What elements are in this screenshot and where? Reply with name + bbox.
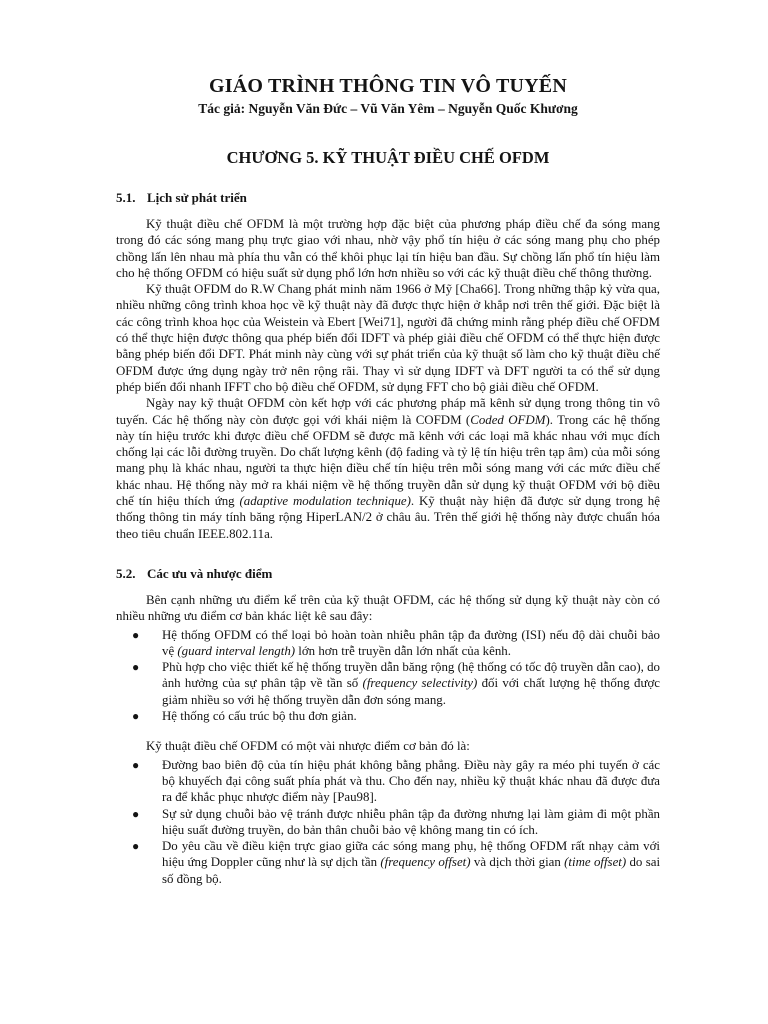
chapter-title: CHƯƠNG 5. KỸ THUẬT ĐIỀU CHẾ OFDM (226, 148, 550, 167)
paragraph: Kỹ thuật điều chế OFDM là một trường hợp đặc biệt của phương pháp điều chế đa sóng mang trong đó các sóng mang phụ trực giao với nhau, nhờ vậy phổ tín hiệu ở các sóng mang phụ cho phép chồng lấn lên nhau mà phía thu vẫn có thể khôi phục lại tín hiệu ban đầu. Sự chồng lấn phổ tín hiệu làm cho hệ thống OFDM có hiệu suất sử dụng phổ lớn hơn nhiều so với các kỹ thuật điều chế thông thường. (116, 217, 660, 280)
section-heading-history (116, 190, 660, 206)
bullet-icon: ● (132, 627, 140, 642)
list-item (132, 708, 660, 724)
italic-term: (frequency offset) (380, 855, 471, 870)
bullet-icon: ● (132, 757, 140, 772)
text-run: và dịch thời gian (470, 855, 565, 870)
list-item (132, 659, 660, 708)
book-authors: Tác giả: Nguyễn Văn Đức – Vũ Văn Yêm – Nguyễn Quốc Khương (198, 101, 578, 116)
book-title: GIÁO TRÌNH THÔNG TIN VÔ TUYẾN (209, 75, 567, 97)
text-run: lớn hơn trễ truyền dẫn lớn nhất của kênh. (295, 643, 511, 658)
list-item (132, 806, 660, 839)
text-run: Do yêu cầu về điều kiện trực giao giữa các sóng mang phụ, hệ thống OFDM rất nhạy cảm với hiệu ứng Doppler cũng như là sự dịch tần (162, 839, 660, 870)
advantages-list (116, 627, 660, 725)
paragraph (116, 395, 660, 542)
section-number: 5.1. (116, 190, 136, 205)
bullet-icon: ● (132, 709, 140, 724)
paragraph: Kỹ thuật OFDM do R.W Chang phát minh năm 1966 ở Mỹ [Cha66]. Trong những thập kỷ vừa qua, nhiều những công trình khoa học về kỹ thuật này đã được thực hiện ở khắp nơi trên thế giới. Đặc biệt là các công trình khoa học của Weistein và Ebert [Wei71], người đã chứng minh rằng phép điều chế OFDM có thể thực hiện được thông qua phép biến đổi IDFT và phép giải điều chế OFDM có thể thực hiện được bằng phép biến đổi DFT. Phát minh này cùng với sự phát triển của kỹ thuật số làm cho kỹ thuật điều chế OFDM được ứng dụng ngày trở nên rộng rãi. Thay vì sử dụng IDFT và DFT người ta có thể sử dụng phép biến đổi nhanh IFFT cho bộ điều chế OFDM, sử dụng FFT cho bộ giải điều chế OFDM. (116, 282, 660, 394)
italic-term: Coded OFDM (470, 412, 546, 427)
text-run: Hệ thống có cấu trúc bộ thu đơn giản. (162, 709, 357, 724)
list-item (132, 627, 660, 660)
text-run: Phù hợp cho việc thiết kế hệ thống truyền dẫn băng rộng (hệ thống có tốc độ truyền dẫn cao), do ảnh hưởng của sự phân tập về tần số (162, 660, 660, 691)
text-run: đối với chất lượng hệ thống được giảm nhiều so với hệ thống truyền dẫn đơn sóng mang. (162, 676, 660, 707)
text-run: Đường bao biên độ của tín hiệu phát không bằng phẳng. Điều này gây ra méo phi tuyến ở các bộ khuyếch đại công suất phía phát và thu. Cho đến nay, nhiều kỹ thuật khác nhau đã được đưa ra để khắc phục nhược điểm này [Pau98]. (162, 757, 660, 805)
paragraph: Bên cạnh những ưu điểm kể trên của kỹ thuật OFDM, các hệ thống sử dụng kỹ thuật này còn có nhiều những ưu điểm cơ bản khác liệt kê sau đây: (116, 592, 660, 624)
text-run: Ngày nay kỹ thuật OFDM còn kết hợp với các phương pháp mã kênh sử dụng trong thông tin vô tuyến. Các hệ thống này còn được gọi với khái niệm là COFDM ( (116, 396, 660, 427)
text-run: Hệ thống OFDM có thể loại bỏ hoàn toàn nhiễu phân tập đa đường (ISI) nếu độ dài chuỗi bảo vệ (162, 627, 660, 658)
section-heading-pros-cons (116, 566, 660, 582)
section-title: Các ưu và nhược điểm (147, 565, 273, 581)
bullet-icon: ● (132, 660, 140, 675)
text-run: Sự sử dụng chuỗi bảo vệ tránh được nhiễu phân tập đa đường nhưng lại làm giảm đi một phần hiệu suất đường truyền, do bản thân chuỗi bảo vệ không mang tin có ích. (162, 806, 660, 837)
section-title: Lịch sử phát triển (147, 190, 247, 205)
bullet-icon: ● (132, 806, 140, 821)
italic-term: (frequency selectivity) (362, 676, 478, 691)
text-run: do sai số đồng bộ. (162, 855, 661, 886)
text-run: . Kỹ thuật này hiện đã được sử dụng trong hệ thống thông tin máy tính băng rộng HiperLAN/2 ở châu âu. Trên thế giới hệ thống này được chuẩn hóa theo tiêu chuẩn IEEE.802.11a. (116, 494, 660, 541)
bullet-icon: ● (132, 839, 140, 854)
list-item (132, 838, 661, 887)
italic-term: (adaptive modulation technique) (239, 494, 411, 509)
list-item (132, 757, 660, 806)
paragraph: Kỹ thuật điều chế OFDM có một vài nhược điểm cơ bản đó là: (146, 739, 470, 754)
italic-term: (time offset) (564, 855, 627, 870)
italic-term: (guard interval length) (177, 643, 296, 658)
text-run: ). Trong các hệ thống này tín hiệu trước khi được điều chế OFDM sẽ được mã kênh với các loại mã khác nhau với mục đích chống lại các lỗi đường truyền. Do chất lượng kênh (độ fading và tỷ lệ tín hiệu trên tạp âm) của mỗi sóng mang phụ là khác nhau, người ta thực hiện điều chế tín hiệu trên mỗi sóng mang với các mức điều chế khác nhau. Hệ thống này mở ra khái niệm về hệ thống truyền dẫn sử dụng kỹ thuật OFDM với bộ điều chế tín hiệu thích ứng (116, 412, 661, 509)
drawbacks-list (116, 757, 660, 887)
section-number: 5.2. (116, 565, 136, 581)
